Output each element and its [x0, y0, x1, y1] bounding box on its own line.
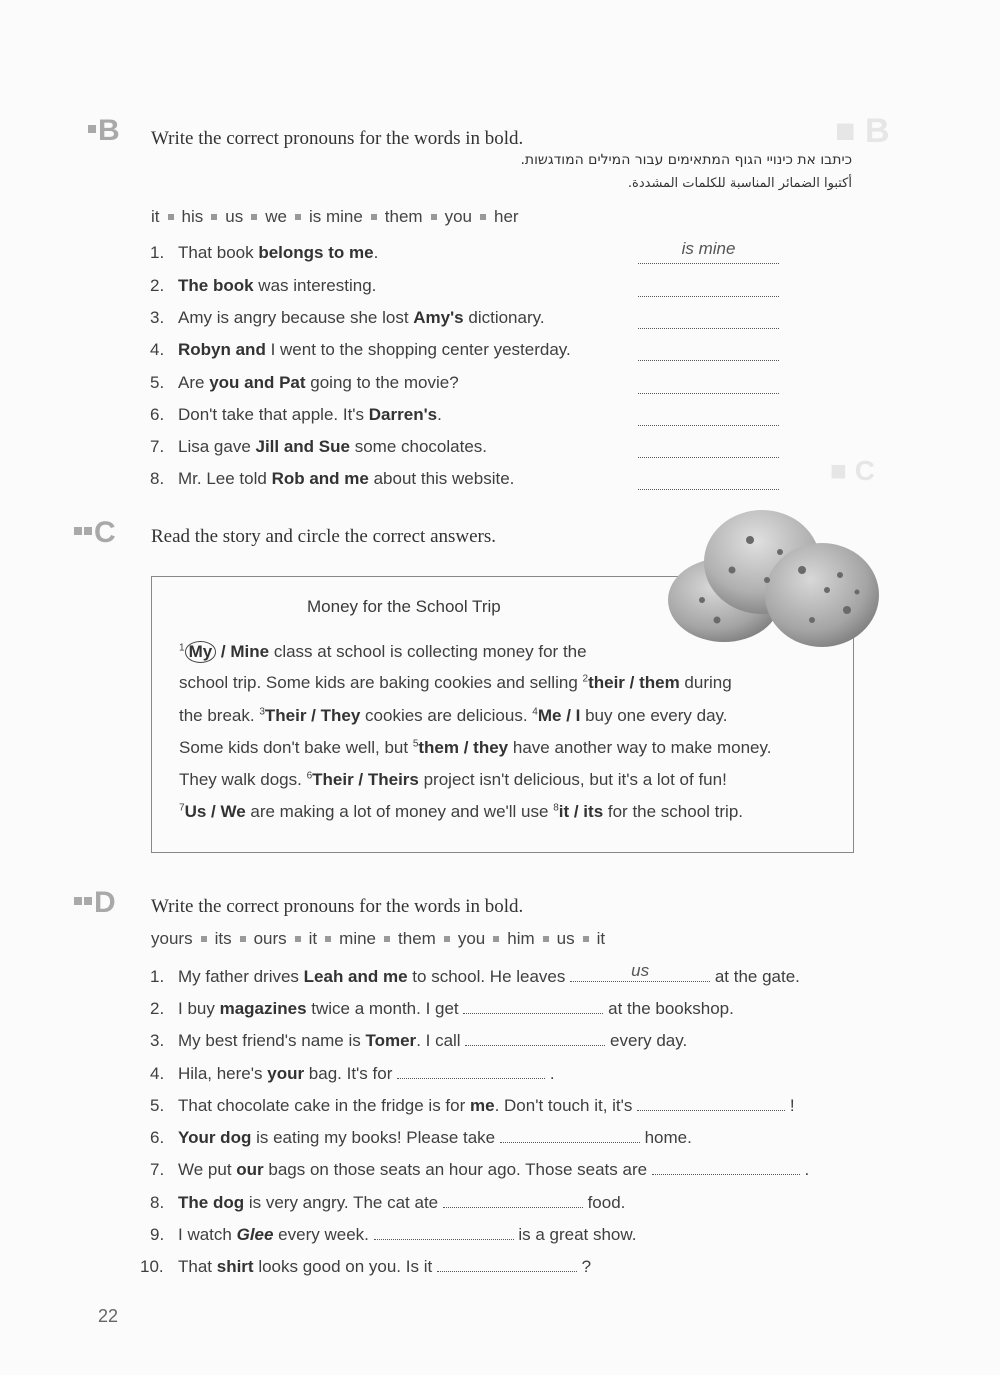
- bold-phrase: Tomer: [365, 1031, 417, 1050]
- item-text: to school. He leaves: [407, 967, 571, 986]
- bold-phrase: Glee: [236, 1225, 274, 1244]
- word-bank-separator: [240, 936, 246, 942]
- item-number: 3.: [150, 308, 165, 327]
- item-text: .: [437, 405, 442, 424]
- bold-phrase: Darren's: [368, 405, 438, 424]
- item-text: I buy: [178, 999, 220, 1018]
- bleed-through-mark: ■ B: [835, 112, 890, 150]
- answer-blank[interactable]: [374, 1223, 514, 1240]
- answer-blank[interactable]: [500, 1126, 640, 1143]
- item-text: some chocolates.: [349, 437, 487, 456]
- bold-phrase: Amy's: [413, 308, 464, 327]
- word-bank-word: its: [214, 929, 232, 948]
- answer-choice[interactable]: Us / We: [184, 802, 246, 821]
- bold-phrase: magazines: [219, 999, 307, 1018]
- story-line: [179, 641, 587, 663]
- item-number: 6.: [150, 1128, 165, 1147]
- answer-blank[interactable]: [638, 310, 779, 329]
- section-d-word-bank: [151, 929, 605, 949]
- answer-choice[interactable]: Their / They: [264, 706, 361, 725]
- answer-blank[interactable]: [463, 997, 603, 1014]
- question-number: 7: [179, 802, 185, 814]
- word-bank-separator: [201, 936, 207, 942]
- exercise-b-item: [150, 469, 514, 489]
- exercise-b-item: [150, 373, 459, 393]
- answer-blank[interactable]: [638, 407, 779, 426]
- story-line: [179, 673, 732, 693]
- answer-blank[interactable]: [638, 278, 779, 297]
- question-number: 1: [179, 642, 185, 654]
- word-bank-separator: [543, 936, 549, 942]
- word-bank-separator: [431, 214, 437, 220]
- exercise-b-item: [150, 437, 487, 457]
- story-text: are making a lot of money and we'll use: [245, 802, 554, 821]
- word-bank-separator: [480, 214, 486, 220]
- arabic-instruction: أكتبوا الضمائر المناسبة للكلمات المشددة.: [627, 176, 852, 191]
- question-number: 4: [532, 706, 538, 718]
- item-number: 1.: [150, 967, 165, 986]
- item-text: I watch: [178, 1225, 237, 1244]
- item-text: about this website.: [368, 469, 515, 488]
- question-number: 3: [259, 706, 265, 718]
- bold-phrase: our: [236, 1160, 264, 1179]
- bold-phrase: Rob and me: [271, 469, 369, 488]
- item-text: That chocolate cake in the fridge is for: [178, 1096, 470, 1115]
- answer-blank[interactable]: [570, 961, 710, 982]
- item-text: Lisa gave: [178, 437, 256, 456]
- answer-choice[interactable]: their / them: [588, 673, 680, 692]
- item-text: twice a month. I get: [306, 999, 464, 1018]
- word-bank-separator: [295, 214, 301, 220]
- question-number: 2: [582, 673, 589, 685]
- answer-blank[interactable]: [443, 1191, 583, 1208]
- section-d-marker: D: [74, 886, 115, 920]
- exercise-b-item: [150, 405, 442, 425]
- word-bank-word: him: [507, 929, 535, 948]
- item-text: bag. It's for: [304, 1064, 398, 1083]
- circled-answer[interactable]: My: [185, 641, 217, 663]
- item-number: 5.: [150, 1096, 165, 1115]
- item-number: 4.: [150, 340, 165, 359]
- item-text: ?: [576, 1257, 592, 1276]
- word-bank-separator: [583, 936, 589, 942]
- item-text: My best friend's name is: [178, 1031, 366, 1050]
- exercise-d-item: [150, 1029, 687, 1051]
- question-number: 8: [553, 802, 559, 814]
- story-text: They walk dogs.: [179, 770, 307, 789]
- item-text: at the gate.: [710, 967, 800, 986]
- item-number: 10.: [140, 1257, 164, 1276]
- answer-blank[interactable]: [652, 1158, 800, 1175]
- answer-blank[interactable]: [638, 239, 779, 264]
- word-bank-word: mine: [339, 929, 377, 948]
- answer-choice[interactable]: / Mine: [216, 642, 270, 661]
- bold-phrase: The book: [178, 276, 254, 295]
- answer-choice[interactable]: Me / I: [537, 706, 581, 725]
- item-text: We put: [178, 1160, 237, 1179]
- bold-phrase: me: [470, 1096, 495, 1115]
- answer-choice[interactable]: Their / Theirs: [312, 770, 419, 789]
- story-text: have another way to make money.: [508, 738, 772, 757]
- item-text: Hila, here's: [178, 1064, 268, 1083]
- exercise-b-item: [150, 340, 571, 360]
- story-text: for the school trip.: [603, 802, 743, 821]
- item-number: 7.: [150, 437, 165, 456]
- word-bank-word: we: [265, 207, 287, 226]
- story-text: the break.: [179, 706, 260, 725]
- section-c-instruction: Read the story and circle the correct answers.: [151, 526, 497, 547]
- word-bank-word: you: [457, 929, 486, 948]
- word-bank-separator: [493, 936, 499, 942]
- item-text: going to the movie?: [305, 373, 459, 392]
- answer-blank[interactable]: [638, 439, 779, 458]
- item-text: .: [799, 1160, 810, 1179]
- word-bank-word: her: [494, 207, 519, 226]
- answer-choice[interactable]: them / they: [418, 738, 509, 757]
- answer-blank[interactable]: [465, 1029, 605, 1046]
- word-bank-word: it: [308, 929, 318, 948]
- exercise-d-item: [150, 961, 800, 987]
- answer-choice[interactable]: it / its: [558, 802, 604, 821]
- item-text: home.: [639, 1128, 692, 1147]
- handwritten-answer: us: [631, 961, 650, 980]
- bold-phrase: The dog: [178, 1193, 245, 1212]
- question-number: 6: [306, 770, 313, 782]
- bleed-through-mark: ■ C: [830, 455, 875, 486]
- item-text: every day.: [605, 1031, 688, 1050]
- answer-blank[interactable]: [638, 375, 779, 394]
- item-text: .: [545, 1064, 555, 1083]
- word-bank-word: you: [444, 207, 473, 226]
- item-text: at the bookshop.: [603, 999, 734, 1018]
- item-text: Amy is angry because she lost: [178, 308, 414, 327]
- item-text: every week.: [273, 1225, 374, 1244]
- word-bank-word: yours: [151, 929, 193, 948]
- item-text: Are: [178, 373, 210, 392]
- story-text: Some kids don't bake well, but: [179, 738, 413, 757]
- word-bank-separator: [444, 936, 450, 942]
- item-text: was interesting.: [253, 276, 377, 295]
- exercise-d-item: [150, 1062, 555, 1084]
- story-title: Money for the School Trip: [307, 597, 501, 616]
- bold-phrase: your: [267, 1064, 305, 1083]
- story-text: cookies are delicious.: [360, 706, 533, 725]
- word-bank-word: his: [181, 207, 204, 226]
- exercise-b-item: [150, 308, 545, 328]
- word-bank-word: them: [384, 207, 423, 226]
- item-number: 5.: [150, 373, 165, 392]
- item-text: .: [373, 243, 379, 262]
- bold-phrase: belongs to me: [258, 243, 374, 262]
- item-number: 3.: [150, 1031, 165, 1050]
- exercise-d-item: [150, 1158, 809, 1180]
- exercise-b-item: [150, 276, 376, 296]
- bold-phrase: Leah and me: [303, 967, 408, 986]
- item-text: is very angry. The cat ate: [244, 1193, 443, 1212]
- word-bank-word: ours: [253, 929, 287, 948]
- story-text: school trip. Some kids are baking cookies and selling: [179, 673, 583, 692]
- item-number: 7.: [150, 1160, 165, 1179]
- item-text: . Don't touch it, it's: [494, 1096, 638, 1115]
- exercise-b-item: [150, 243, 378, 263]
- story-text: project isn't delicious, but it's a lot of fun!: [418, 770, 727, 789]
- answer-blank[interactable]: [397, 1062, 545, 1079]
- word-bank-word: us: [556, 929, 575, 948]
- item-text: !: [785, 1096, 795, 1115]
- exercise-d-item: [150, 1191, 625, 1213]
- word-bank-separator: [295, 936, 301, 942]
- answer-blank[interactable]: [637, 1094, 785, 1111]
- item-text: dictionary.: [463, 308, 545, 327]
- bold-phrase: Jill and Sue: [255, 437, 350, 456]
- word-bank-separator: [211, 214, 217, 220]
- answer-blank[interactable]: [638, 342, 779, 361]
- story-line: [179, 802, 743, 822]
- word-bank-separator: [325, 936, 331, 942]
- word-bank-separator: [384, 936, 390, 942]
- story-line: [179, 706, 727, 726]
- word-bank-separator: [371, 214, 377, 220]
- story-text: during: [679, 673, 732, 692]
- section-d-instruction: Write the correct pronouns for the words in bold.: [151, 896, 524, 917]
- bold-phrase: Your dog: [178, 1128, 252, 1147]
- exercise-d-item: [150, 1094, 795, 1116]
- section-c-marker: C: [74, 516, 115, 550]
- exercise-d-item: [150, 1223, 636, 1245]
- story-text: class at school is collecting money for the: [269, 642, 587, 661]
- item-text: . I call: [416, 1031, 466, 1050]
- cookie-front: [765, 543, 879, 647]
- item-text: bags on those seats an hour ago. Those seats are: [263, 1160, 652, 1179]
- word-bank-word: is mine: [308, 207, 363, 226]
- item-number: 8.: [150, 469, 165, 488]
- item-text: looks good on you. Is it: [253, 1257, 437, 1276]
- hebrew-instruction: כיתבו את כינויי הגוף המתאימים עבור המילים המודגשות.: [520, 152, 852, 168]
- item-text: Mr. Lee told: [178, 469, 272, 488]
- word-bank-separator: [251, 214, 257, 220]
- bold-phrase: Robyn and: [178, 340, 266, 359]
- word-bank-word: it: [151, 207, 160, 226]
- item-text: Don't take that apple. It's: [178, 405, 369, 424]
- story-line: [179, 770, 727, 790]
- section-b-marker: B: [88, 114, 119, 148]
- item-number: 8.: [150, 1193, 165, 1212]
- item-text: is eating my books! Please take: [251, 1128, 500, 1147]
- item-number: 6.: [150, 405, 165, 424]
- item-number: 2.: [150, 999, 165, 1018]
- exercise-d-item: [150, 997, 734, 1019]
- story-line: [179, 738, 771, 758]
- section-b-instruction: Write the correct pronouns for the words in bold.: [151, 128, 524, 149]
- section-b-word-bank: [151, 207, 519, 227]
- answer-blank[interactable]: [638, 471, 779, 490]
- bold-phrase: shirt: [216, 1257, 254, 1276]
- item-text: I went to the shopping center yesterday.: [265, 340, 571, 359]
- handwritten-answer: is mine: [681, 239, 736, 258]
- word-bank-word: them: [398, 929, 436, 948]
- item-number: 9.: [150, 1225, 165, 1244]
- item-number: 4.: [150, 1064, 165, 1083]
- bold-phrase: you and Pat: [209, 373, 306, 392]
- word-bank-word: it: [596, 929, 606, 948]
- item-number: 1.: [150, 243, 165, 262]
- story-text: buy one every day.: [580, 706, 728, 725]
- item-text: That: [178, 1257, 217, 1276]
- item-text: is a great show.: [513, 1225, 637, 1244]
- answer-blank[interactable]: [437, 1255, 577, 1272]
- word-bank-separator: [168, 214, 174, 220]
- cookies-image: [662, 500, 884, 652]
- question-number: 5: [412, 738, 419, 750]
- item-number: 2.: [150, 276, 165, 295]
- word-bank-word: us: [225, 207, 244, 226]
- item-text: My father drives: [178, 967, 304, 986]
- page-number: 22: [98, 1306, 119, 1326]
- exercise-d-item: [140, 1255, 591, 1277]
- item-text: That book: [178, 243, 259, 262]
- exercise-d-item: [150, 1126, 692, 1148]
- item-text: food.: [582, 1193, 626, 1212]
